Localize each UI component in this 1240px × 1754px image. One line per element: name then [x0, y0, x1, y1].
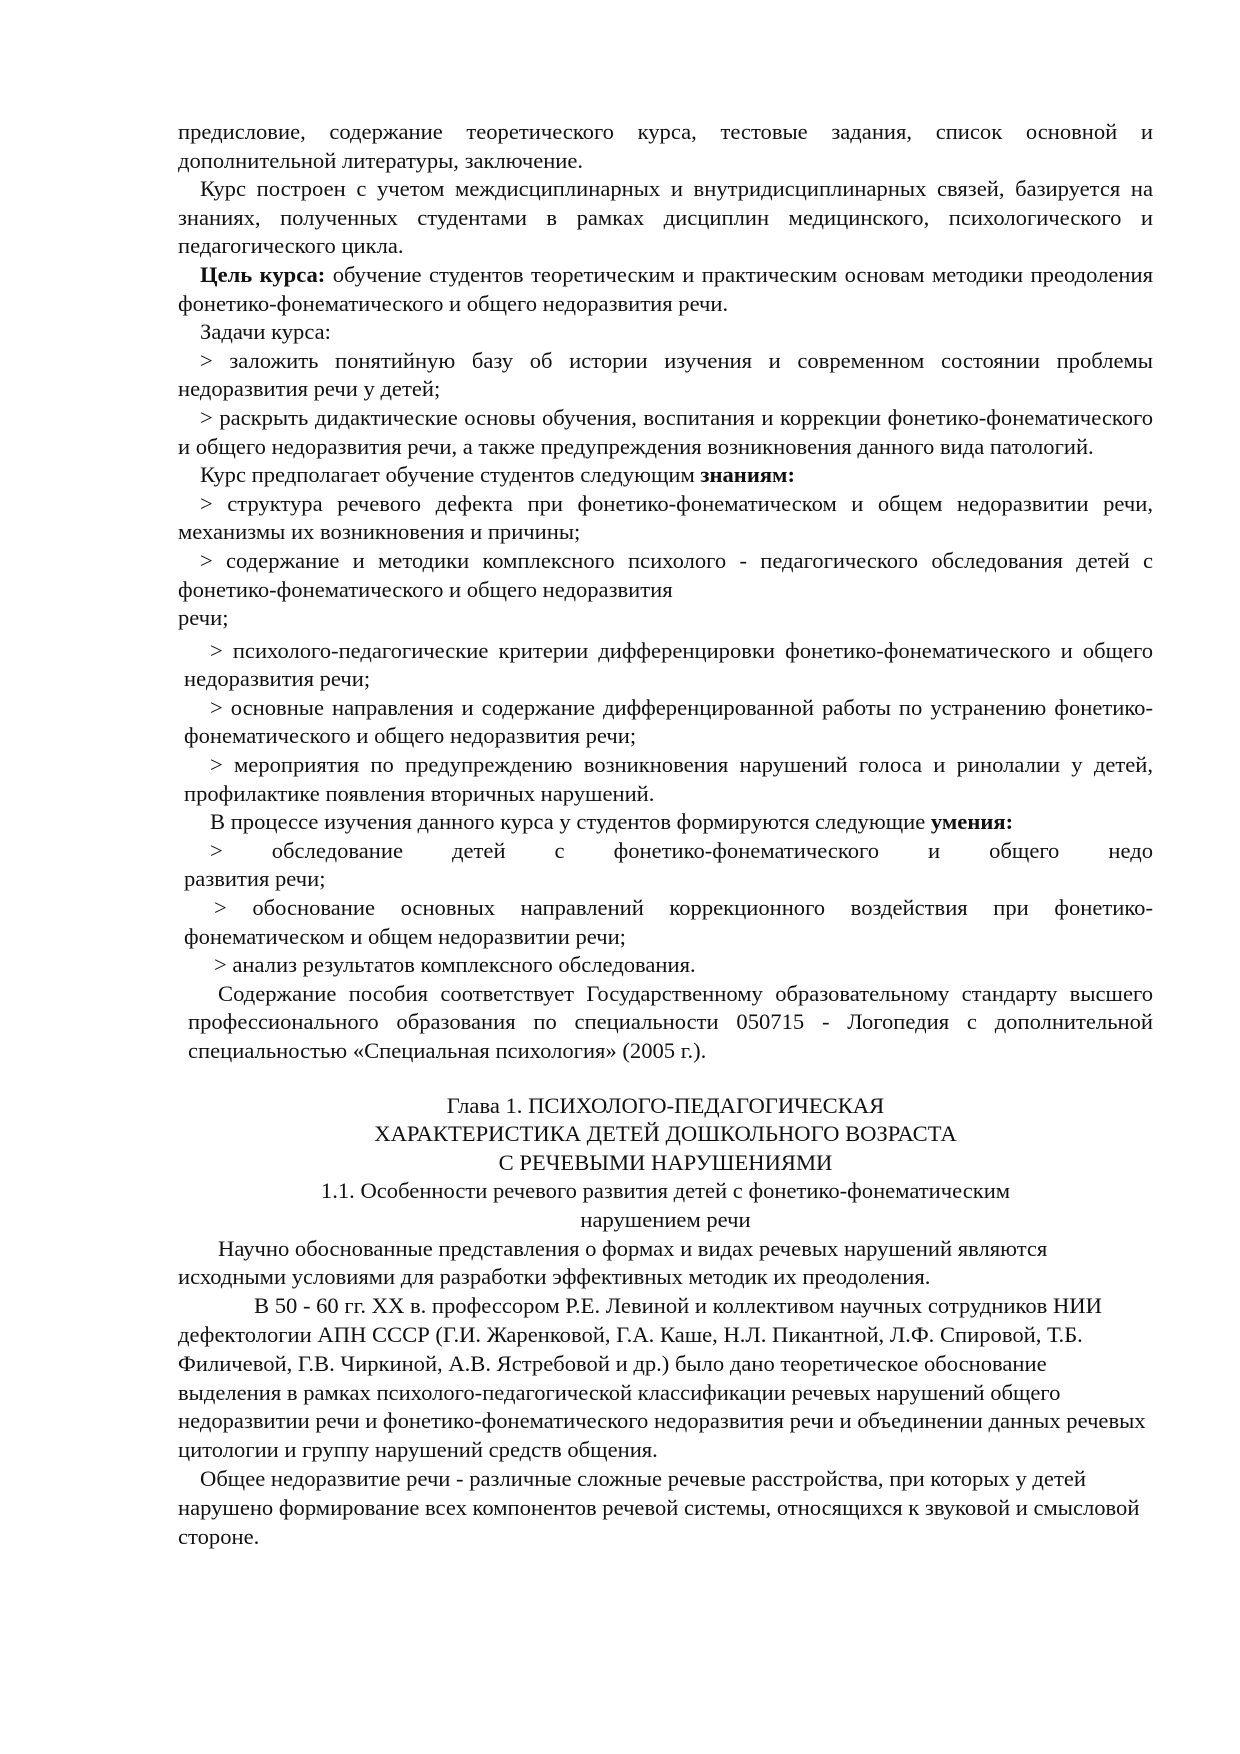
- knowledge-intro: [178, 461, 1153, 490]
- paragraph-intro: предисловие, содержание теоретического курса, тестовые задания, список основной и дополнительной литературы, заключение.: [178, 119, 1153, 173]
- body-paragraph-2: В 50 - 60 гг. XX в. профессором Р.Е. Левиной и коллективом научных сотрудников НИИ дефектологии АПН СССР (Г.И. Жаренковой, Г.А. Каше, Н.Л. Пикантной, Л.Ф. Спировой, Т.Б. Филичевой, Г.В. Чиркиной, А.В. Ястребовой и др.) было дано теоретическое обоснование выделения в рамках психолого-педагогической классификации речевых нарушений общего недоразвитии речи и фонетико-фонематического недоразвития речи и объединении данных речевых цитологии и группу нарушений средств общения.: [178, 1293, 1146, 1463]
- knowledge-item-1: > структура речевого дефекта при фонетико-фонематическом и общем недоразвитии речи, механизмы их возникновения и причины;: [178, 490, 1153, 545]
- skills-item-1-continuation: развития речи;: [184, 866, 326, 892]
- knowledge-item-2-continuation: речи;: [178, 605, 229, 631]
- skills-item-1: > обследование детей с фонетико-фонематического и общего недо: [210, 837, 1153, 863]
- skills-label: умения:: [930, 809, 1014, 835]
- skills-intro: [178, 808, 1153, 837]
- knowledge-item-4: > основные направления и содержание дифференцированной работы по устранению фонетико-фонематического и общего недоразвития речи;: [184, 694, 1153, 749]
- paragraph-course-goal: [178, 261, 1153, 318]
- knowledge-item-2: > содержание и методики комплексного психолого - педагогического обследования детей с фонетико-фонематического и общего недоразвития: [178, 547, 1153, 602]
- paragraph-standard: Содержание пособия соответствует Государственному образовательному стандарту высшего профессионального образования по специальности 050715 - Логопедия с дополнительной специальностью «Специальная психология» (2005 г.).: [188, 980, 1153, 1063]
- skills-item-3: > анализ результатов комплексного обследования.: [214, 952, 696, 978]
- knowledge-item-3: > психолого-педагогические критерии дифференцировки фонетико-фонематического и общего недоразвития речи;: [184, 637, 1153, 692]
- task-item-1: > заложить понятийную базу об истории изучения и современном состоянии проблемы недоразвития речи у детей;: [178, 347, 1153, 402]
- section-title-line-2: нарушением речи: [580, 1206, 751, 1232]
- task-item-2: > раскрыть дидактические основы обучения, воспитания и коррекции фонетико-фонематического и общего недоразвития речи, а также предупреждения возникновения данного вида патологий.: [178, 404, 1153, 459]
- knowledge-label: знаниям:: [700, 462, 795, 488]
- chapter-title-line-1: Глава 1. ПСИХОЛОГО-ПЕДАГОГИЧЕСКАЯ: [446, 1092, 885, 1118]
- skills-item-2: > обоснование основных направлений коррекционного воздействия при фонетико-фонематическом и общем недоразвитии речи;: [184, 895, 1153, 949]
- section-title-line-1: 1.1. Особенности речевого развития детей с фонетико-фонематическим: [320, 1178, 1011, 1204]
- spacer: [178, 1066, 1153, 1092]
- chapter-title-line-2: ХАРАКТЕРИСТИКА ДЕТЕЙ ДОШКОЛЬНОГО ВОЗРАСТА: [374, 1121, 957, 1147]
- knowledge-intro-text: Курс предполагает обучение студентов следующим: [200, 462, 701, 488]
- chapter-title-line-3: С РЕЧЕВЫМИ НАРУШЕНИЯМИ: [498, 1149, 833, 1175]
- document-text: [178, 118, 1153, 1551]
- body-paragraph-1: Научно обоснованные представления о формах и видах речевых нарушений являются исходными условиями для разработки эффективных методик их преодоления.: [178, 1235, 1048, 1290]
- knowledge-item-5: > мероприятия по предупреждению возникновения нарушений голоса и ринолалии у детей, профилактике появления вторичных нарушений.: [184, 752, 1153, 806]
- chapter-body: [178, 1235, 1153, 1552]
- tasks-title: Задачи курса:: [200, 319, 331, 345]
- body-paragraph-3: Общее недоразвитие речи - различные сложные речевые расстройства, при которых у детей нарушено формирование всех компонентов речевой системы, относящихся к звуковой и смысловой стороне.: [178, 1465, 1140, 1549]
- goal-label: Цель курса:: [200, 261, 326, 287]
- goal-text: обучение студентов теоретическим и практическим основам методики преодоления фонетико-фонематического и общего недоразвития речи.: [178, 261, 1153, 316]
- paragraph-course-basis: Курс построен с учетом междисциплинарных и внутридисциплинарных связей, базируется на знаниях, полученных студентами в рамках дисциплин медицинского, психологического и педагогического цикла.: [178, 176, 1153, 259]
- skills-intro-text: В процессе изучения данного курса у студентов формируются следующие: [210, 809, 931, 835]
